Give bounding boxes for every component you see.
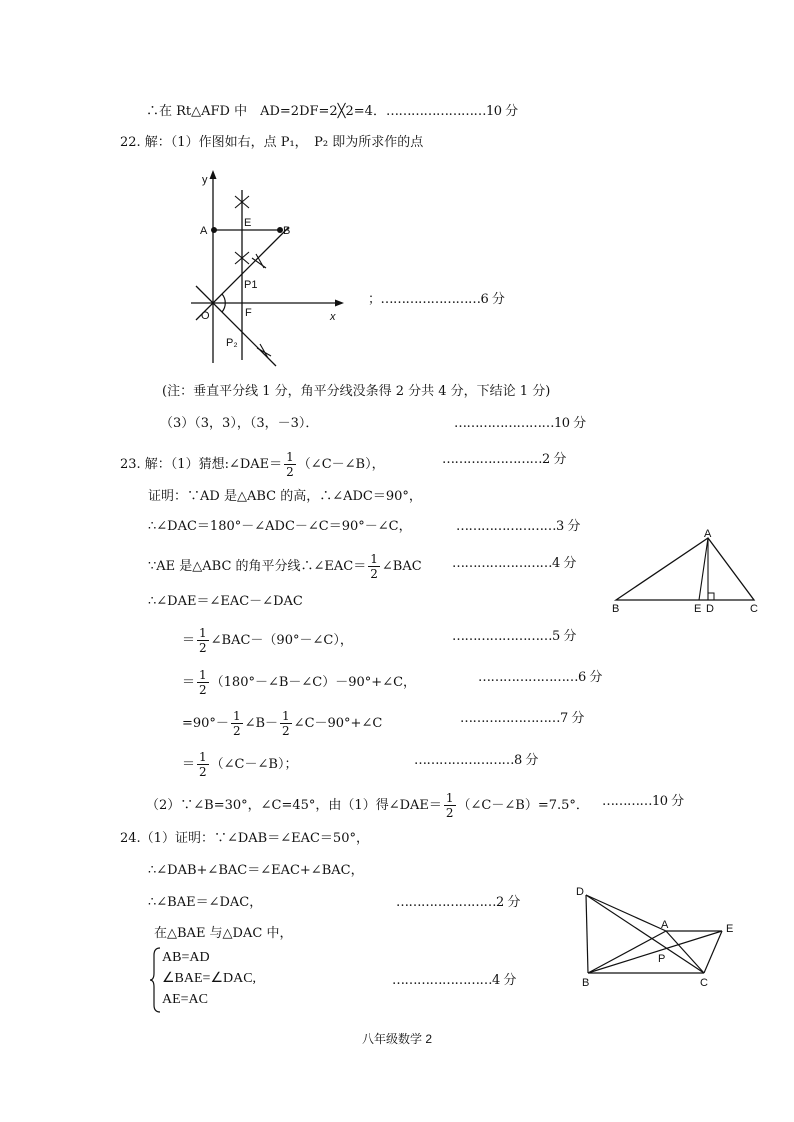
q22-score-10: ……………………10 分 (454, 416, 586, 431)
q23-ae-line (148, 552, 422, 581)
q22-note: (注：垂直平分线 1 分，角平分线没条得 2 分共 4 分，下结论 1 分) (162, 384, 551, 399)
segment-db (586, 895, 588, 973)
label-a: A (704, 528, 712, 540)
x-axis-arrow (335, 300, 344, 307)
label-a: A (200, 225, 208, 237)
fraction-half: $\frac{1}{2}$ (199, 626, 207, 655)
q23-part2: （2）∵∠B=30°，∠C=45°，由（1）得∠DAE＝ $\frac{1}{2}$ （∠C－∠B）=7.5°． (146, 791, 589, 820)
q23-score-7: ……………………7 分 (460, 711, 584, 726)
y-axis-arrow (210, 170, 217, 179)
label-d: D (576, 886, 584, 898)
q23-score-10: …………10 分 (602, 794, 684, 809)
condition-ab-ad: AB=AD (162, 950, 210, 965)
right-angle-mark (708, 593, 714, 600)
q22-heading: 22. 解：（1）作图如右，点 P₁， P₂ 即为所求作的点 (120, 135, 424, 150)
label-p1: P1 (244, 279, 258, 291)
q24-score-2: ……………………2 分 (396, 895, 520, 910)
q23-ae-tail: ∠BAC (381, 559, 422, 574)
fraction-half: $\frac{1}{2}$ (445, 791, 454, 820)
label-p2: P₂ (226, 337, 238, 349)
score-10-q21: ……………………10 分 (386, 104, 518, 119)
q24-line2: ∴∠DAB+∠BAC＝∠EAC+∠BAC， (148, 863, 364, 878)
label-x: x (330, 311, 336, 323)
label-y: y (202, 174, 208, 186)
q23-heading-text: 23. 解：（1）猜想:∠DAE＝ (120, 457, 283, 472)
q23-proof-line: 证明：∵AD 是△ABC 的高，∴∠ADC＝90°， (148, 489, 422, 504)
q23-triangle-figure (606, 528, 766, 618)
q23-step5: ＝ $\frac{1}{2}$ ∠BAC－（90°－∠C）， (182, 626, 353, 655)
fraction-half: $\frac{1}{2}$ (199, 668, 207, 697)
fraction-half: $\frac{1}{2}$ (232, 709, 241, 738)
fraction-half: $\frac{1}{2}$ (199, 750, 207, 779)
triangle-abc (616, 538, 754, 600)
label-e: E (244, 217, 252, 229)
q23-score-8: ……………………8 分 (414, 753, 538, 768)
label-f: F (245, 307, 252, 319)
q24-heading: 24.（1）证明：∵∠DAB＝∠EAC＝50°， (120, 831, 369, 846)
fraction-half: $\frac{1}{2}$ (282, 709, 290, 738)
q23-score-2: ……………………2 分 (442, 452, 566, 467)
q23-score-4: ……………………4 分 (452, 556, 576, 571)
q23-dac-line: ∴∠DAC＝180°－∠ADC－∠C＝90°－∠C， (148, 519, 412, 534)
q23-ae-text: ∵AE 是△ABC 的角平分线∴∠EAC＝ (148, 559, 367, 574)
q23-step8: ＝ $\frac{1}{2}$ （∠C－∠B）； (182, 750, 298, 779)
condition-ae-ac: AE=AC (162, 992, 209, 1007)
segment-ce (704, 931, 722, 973)
q24-figure (572, 880, 748, 992)
page-footer: 八年级数学 2 (362, 1032, 433, 1046)
segment-dc (586, 895, 704, 973)
construction-mark-4 (257, 344, 271, 358)
angle-bisector-2 (196, 286, 276, 366)
fraction-half: $\frac{1}{2}$ (370, 552, 378, 581)
label-d: D (706, 603, 714, 615)
label-b: B (582, 977, 590, 989)
q23-score-3: ……………………3 分 (456, 519, 580, 534)
label-c: C (700, 977, 708, 989)
label-b: B (283, 225, 291, 237)
label-e: E (726, 923, 734, 935)
condition-bae-dac: ∠BAE=∠DAC, (162, 971, 257, 986)
label-p: P (658, 953, 666, 965)
q22-figure (186, 168, 346, 368)
q24-score-4: ……………………4 分 (392, 973, 516, 988)
point-a (211, 227, 217, 233)
q23-score-5: ……………………5 分 (452, 629, 576, 644)
q23-heading (120, 450, 385, 479)
q23-heading-tail: （∠C－∠B）， (297, 457, 385, 472)
q24-line4: 在△BAE 与△DAC 中， (154, 926, 293, 941)
q24-line3: ∴∠BAE＝∠DAC， (148, 895, 263, 910)
label-e: E (694, 603, 702, 615)
bisector-ae (699, 538, 708, 600)
q23-dae-line: ∴∠DAE＝∠EAC－∠DAC (148, 594, 303, 609)
q22-part3: （3）（3，3），（3，－3）． (160, 416, 319, 431)
line-ad-length: ∴在 Rt△AFD 中 AD=2DF=2╳2=4． (146, 104, 386, 119)
segment-da (586, 895, 666, 931)
label-c: C (750, 603, 758, 615)
label-o: O (201, 310, 210, 322)
q23-step7: =90°－ $\frac{1}{2}$ ∠B－ $\frac{1}{2}$ ∠C－90°+∠C (182, 709, 383, 738)
q22-score-6: ；……………………6 分 (368, 292, 505, 307)
q23-step6: ＝ $\frac{1}{2}$ （180°－∠B－∠C）－90°+∠C， (182, 668, 417, 697)
q23-score-6: ……………………6 分 (478, 670, 602, 685)
label-a: A (661, 919, 669, 931)
label-b: B (612, 603, 620, 615)
left-brace (150, 947, 162, 1013)
fraction-half: $\frac{1}{2}$ (286, 450, 294, 479)
